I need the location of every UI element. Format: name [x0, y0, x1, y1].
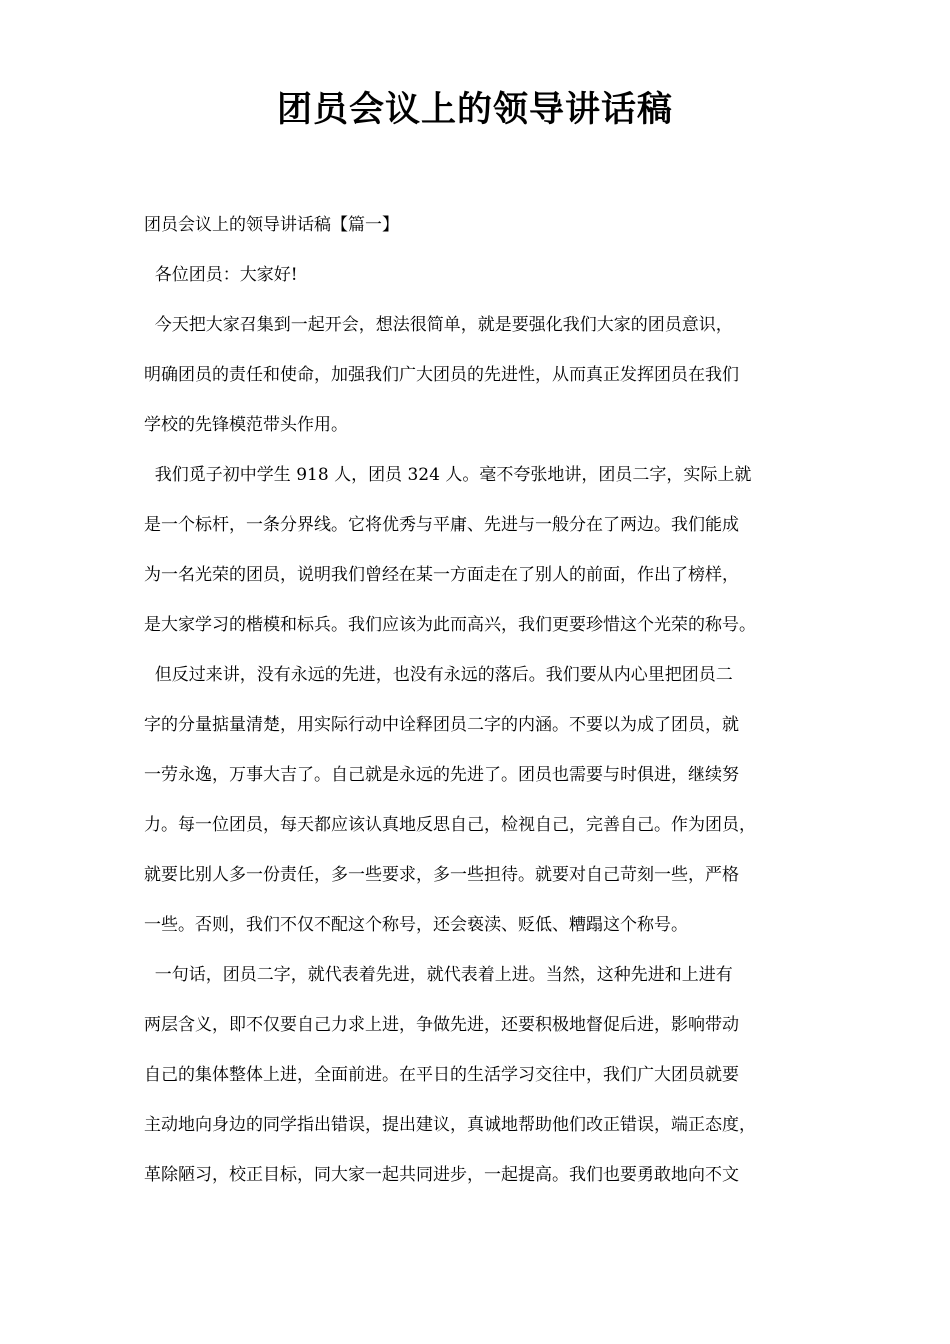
body-line: 学校的先锋模范带头作用。 [144, 415, 348, 435]
document-title: 团员会议上的领导讲话稿 [276, 89, 673, 130]
body-line: 就要比别人多一份责任，多一些要求，多一些担待。就要对自己苛刻一些，严格 [144, 865, 739, 885]
document-body [144, 200, 816, 1200]
body-line: 一些。否则，我们不仅不配这个称号，还会亵渎、贬低、糟蹋这个称号。 [144, 915, 688, 935]
body-line: 明确团员的责任和使命，加强我们广大团员的先进性，从而真正发挥团员在我们 [144, 365, 739, 385]
body-line: 革除陋习，校正目标，同大家一起共同进步，一起提高。我们也要勇敢地向不文 [144, 1165, 739, 1185]
body-line: 是大家学习的楷模和标兵。我们应该为此而高兴，我们更要珍惜这个光荣的称号。 [144, 615, 756, 635]
body-line: 但反过来讲，没有永远的先进，也没有永远的落后。我们要从内心里把团员二 [144, 665, 733, 685]
body-line: 一劳永逸，万事大吉了。自己就是永远的先进了。团员也需要与时俱进，继续努 [144, 765, 739, 785]
body-line: 字的分量掂量清楚，用实际行动中诠释团员二字的内涵。不要以为成了团员，就 [144, 715, 739, 735]
body-line: 自己的集体整体上进，全面前进。在平日的生活学习交往中，我们广大团员就要 [144, 1065, 739, 1085]
body-line: 主动地向身边的同学指出错误，提出建议，真诚地帮助他们改正错误，端正态度， [144, 1115, 756, 1135]
body-line: 力。每一位团员，每天都应该认真地反思自己，检视自己，完善自己。作为团员， [144, 815, 756, 835]
body-line: 两层含义，即不仅要自己力求上进，争做先进，还要积极地督促后进，影响带动 [144, 1015, 739, 1035]
body-line: 团员会议上的领导讲话稿【篇一】 [144, 215, 399, 235]
body-line: 一句话，团员二字，就代表着先进，就代表着上进。当然，这种先进和上进有 [144, 965, 733, 985]
body-line: 今天把大家召集到一起开会，想法很简单，就是要强化我们大家的团员意识， [144, 315, 733, 335]
body-line: 各位团员：大家好! [144, 265, 298, 285]
body-line: 是一个标杆，一条分界线。它将优秀与平庸、先进与一般分在了两边。我们能成 [144, 515, 739, 535]
body-line: 为一名光荣的团员，说明我们曾经在某一方面走在了别人的前面，作出了榜样， [144, 565, 739, 585]
body-line: 我们觅子初中学生 918 人，团员 324 人。毫不夸张地讲，团员二字，实际上就 [144, 465, 752, 485]
